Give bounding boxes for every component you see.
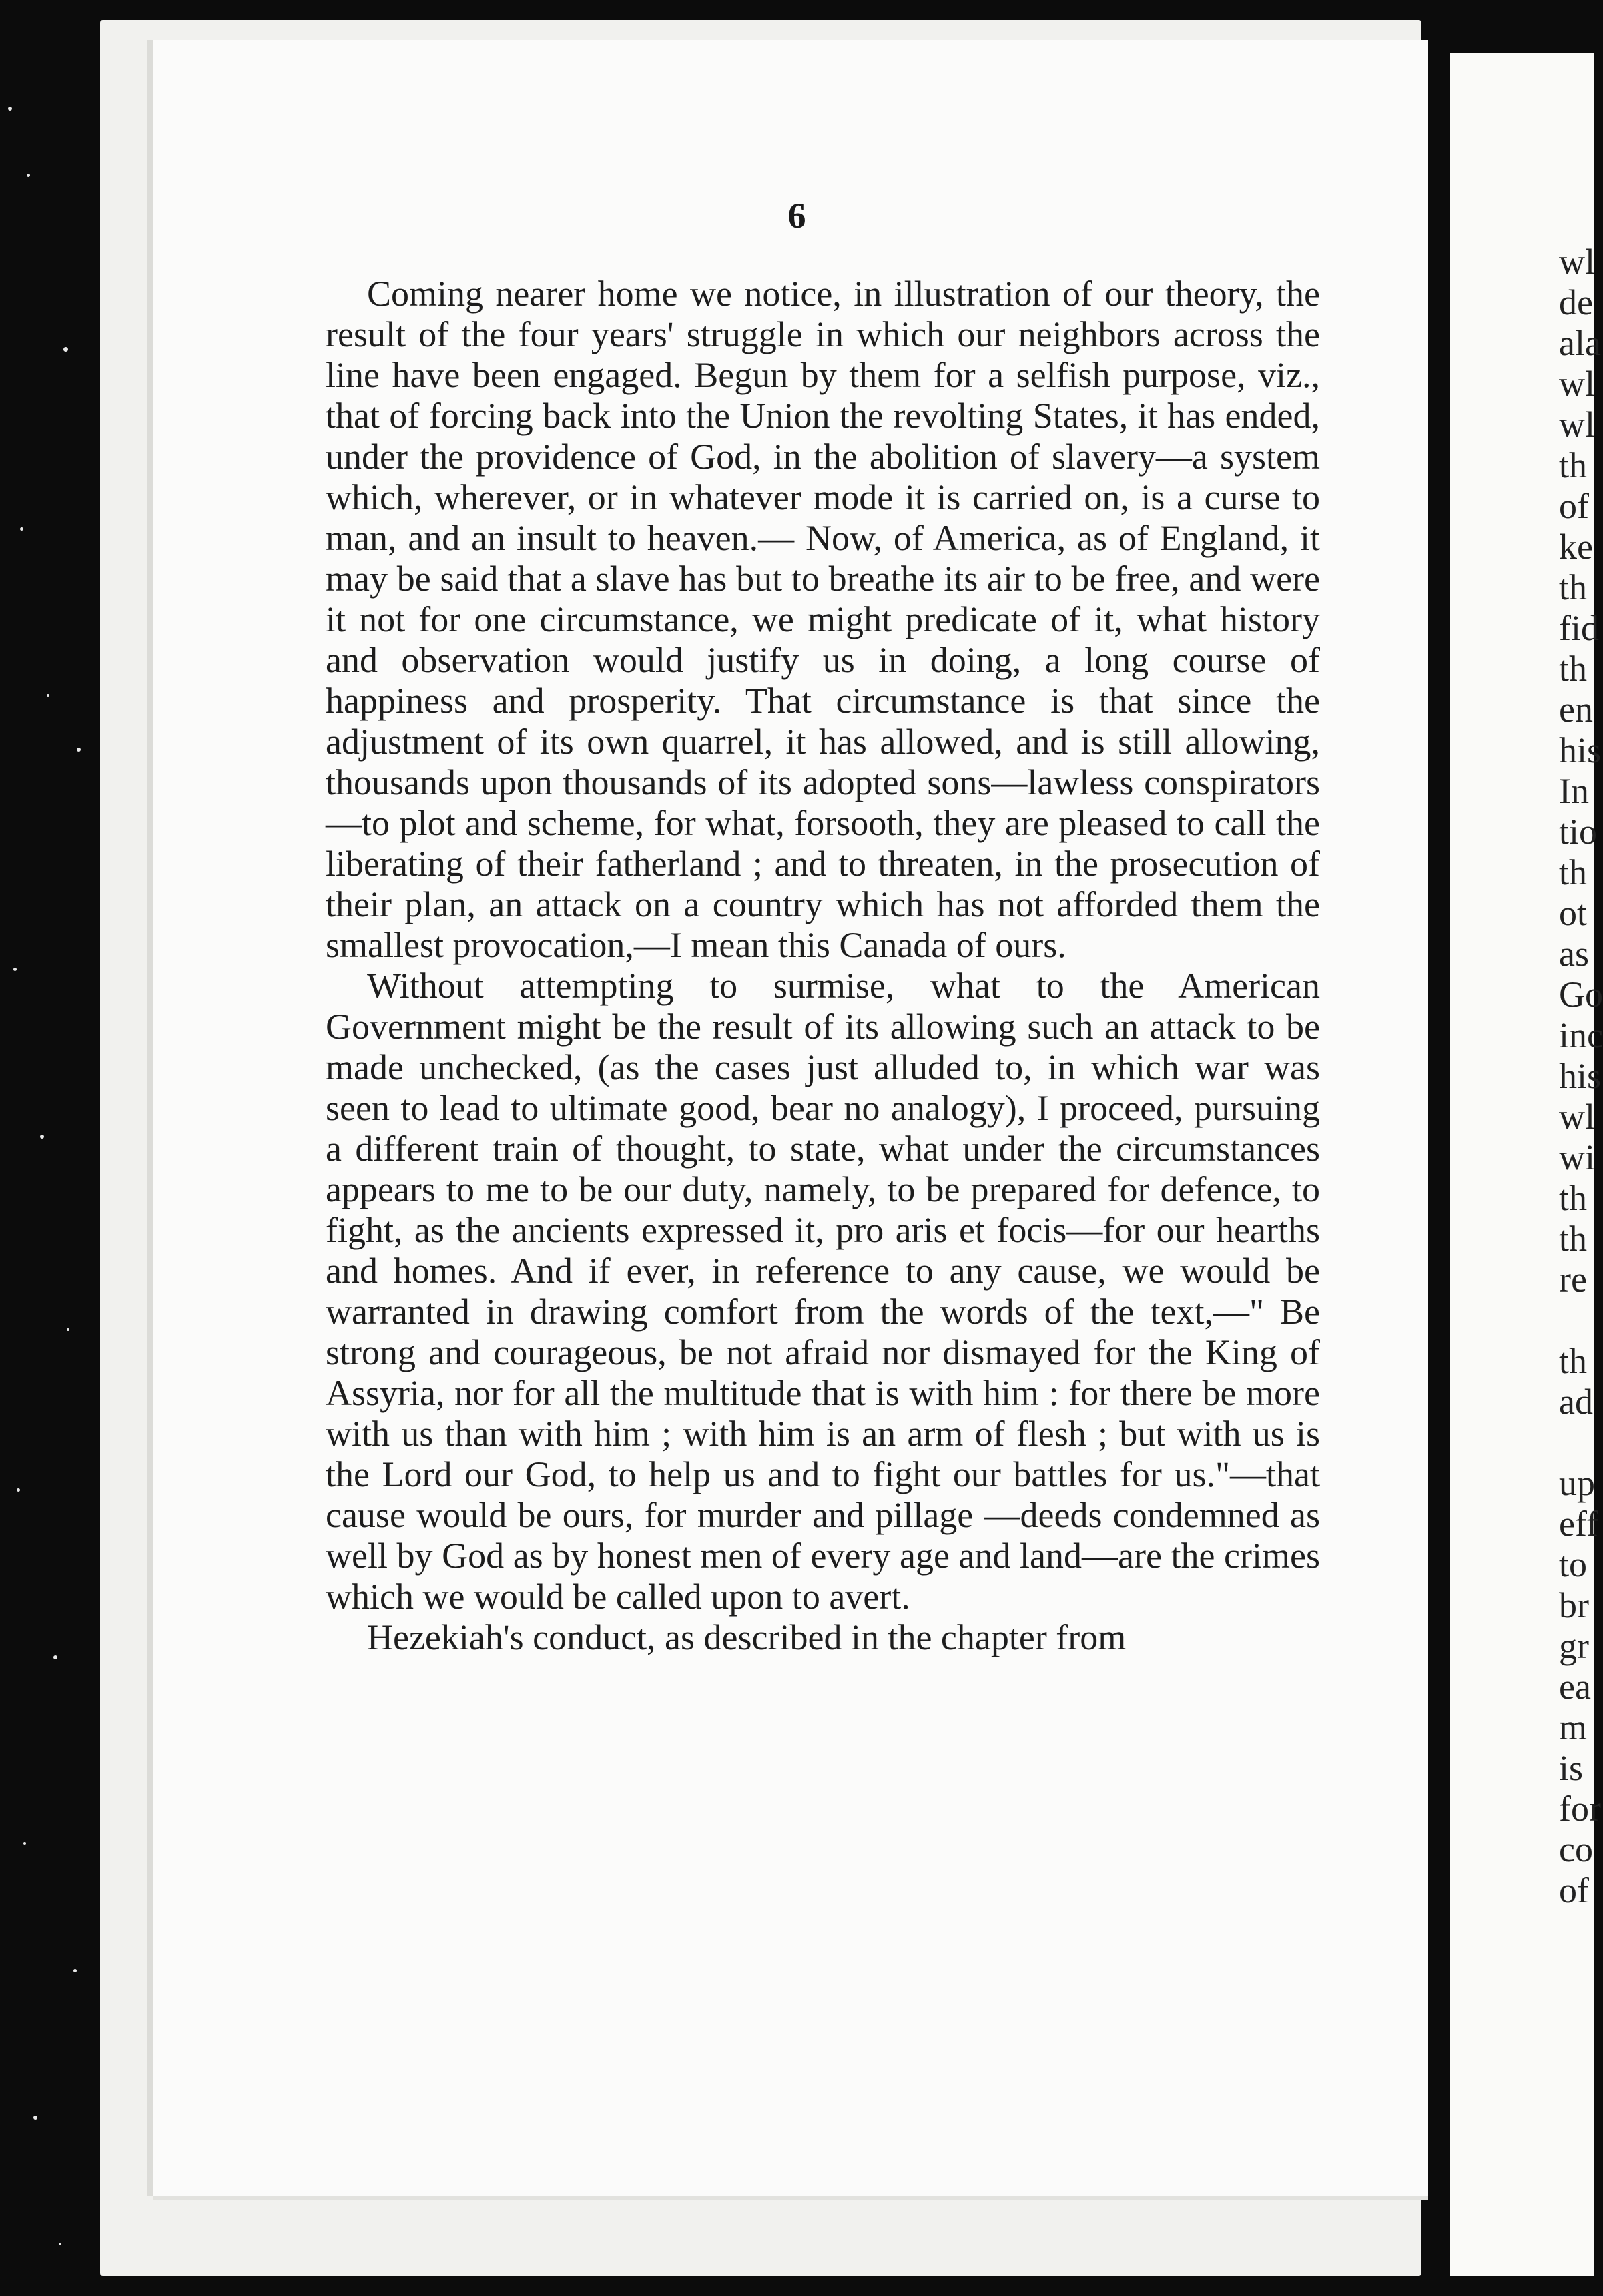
dust-speck: [53, 1655, 57, 1659]
adjacent-page-fragment: In: [1559, 771, 1589, 811]
adjacent-page-fragment: Go: [1559, 974, 1603, 1015]
dust-speck: [17, 1488, 20, 1492]
adjacent-page-fragment: wl: [1559, 1097, 1595, 1137]
dust-speck: [73, 1969, 77, 1972]
adjacent-page-fragment: ke: [1559, 527, 1593, 567]
page-body: [326, 274, 1320, 1658]
adjacent-page-fragment: of: [1559, 486, 1589, 526]
adjacent-page-fragment: to: [1559, 1544, 1588, 1585]
adjacent-page-fragment: co: [1559, 1829, 1593, 1870]
adjacent-page-fragment: tio: [1559, 812, 1598, 852]
adjacent-page-fragment: ot: [1559, 893, 1588, 933]
dust-speck: [59, 2243, 61, 2245]
adjacent-page-fragment: th: [1559, 445, 1588, 485]
adjacent-page-fragment: his: [1559, 1056, 1602, 1096]
dust-speck: [20, 527, 23, 531]
page-number: 6: [787, 196, 806, 236]
adjacent-page-fragment: for: [1559, 1789, 1601, 1829]
adjacent-page-fragment: en: [1559, 689, 1593, 730]
dust-speck: [63, 347, 68, 352]
adjacent-page-fragment: wi: [1559, 1137, 1595, 1177]
dust-speck: [27, 174, 30, 177]
adjacent-page-fragment: wl: [1559, 404, 1595, 445]
adjacent-page-fragment: re: [1559, 1259, 1587, 1300]
paragraph-2: Without attempting to surmise, what to the American Government might be the result of its allowing such an attack to be made unchecked, (as the cases just alluded to, in which war was seen to lead to ultimate good, bear no analogy), I proceed, pursuing a different train of thought, to state, what under the circumstances appears to me to be our duty, namely, to be prepared for defence, to fight, as the ancients expressed it, pro aris et focis—for our hearths and homes. And if ever, in reference to any cause, we would be warranted in drawing comfort from the words of the text,—" Be strong and courageous, be not afraid nor dismayed for the King of Assyria, nor for all the multitude that is with him : for there be more with us than with him ; with him is an arm of flesh ; but with us is the Lord our God, to help us and to fight our battles for us."—that cause would be ours, for murder and pillage —deeds condemned as well by God as by honest men of every age and land—are the crimes which we would be called upon to avert.: [326, 966, 1320, 1617]
adjacent-page-fragment: th: [1559, 1341, 1588, 1381]
dust-speck: [77, 748, 81, 752]
adjacent-page-fragment: his: [1559, 730, 1602, 770]
adjacent-page-fragment: de: [1559, 282, 1593, 322]
dust-speck: [13, 968, 17, 971]
adjacent-page-fragment: th: [1559, 649, 1588, 689]
paragraph-1: Coming nearer home we notice, in illustration of our theory, the result of the four years' struggle in which our neighbors across the line have been engaged. Begun by them for a selfish purpose, viz., that of forcing back into the Union the revolting States, it has ended, under the providence of God, in the abolition of slavery—a system which, wherever, or in whatever mode it is carried on, is a curse to man, and an insult to heaven.— Now, of America, as of England, it may be said that a slave has but to breathe its air to be free, and were it not for one circumstance, we might predicate of it, what history and observation would justify us in doing, a long course of happiness and prosperity. That circumstance is that since the adjustment of its own quarrel, it has allowed, and is still allowing, thousands upon thousands of its adopted sons—lawless conspirators—to plot and scheme, for what, forsooth, they are pleased to call the liberating of their fatherland ; and to threaten, in the prosecution of their plan, an attack on a country which has not afforded them the smallest provocation,—I mean this Canada of ours.: [326, 274, 1320, 965]
dust-speck: [33, 2116, 37, 2120]
dust-speck: [40, 1135, 44, 1139]
adjacent-page-fragment: gr: [1559, 1626, 1589, 1666]
adjacent-page-fragment: th: [1559, 1219, 1588, 1259]
adjacent-page-fragment: th: [1559, 1178, 1588, 1218]
adjacent-page-fragment: up: [1559, 1463, 1595, 1503]
adjacent-page-fragment: ea: [1559, 1667, 1591, 1707]
adjacent-page-fragment: is: [1559, 1748, 1584, 1788]
adjacent-page-fragment: fid: [1559, 608, 1599, 648]
adjacent-page-fragment: inc: [1559, 1015, 1603, 1055]
adjacent-page-fragment: of: [1559, 1870, 1589, 1910]
adjacent-page-fragment: br: [1559, 1585, 1589, 1625]
dust-speck: [8, 107, 12, 111]
adjacent-page-fragment: as: [1559, 934, 1589, 974]
dust-speck: [67, 1328, 69, 1331]
adjacent-page-fragment: th: [1559, 567, 1588, 607]
paragraph-3: Hezekiah's conduct, as described in the chapter from: [367, 1617, 1127, 1657]
adjacent-page-fragment: ala: [1559, 323, 1601, 363]
adjacent-page-fragment: ad: [1559, 1382, 1593, 1422]
dust-speck: [23, 1842, 26, 1845]
adjacent-page-fragment: eff: [1559, 1504, 1598, 1544]
adjacent-page-fragment: m: [1559, 1707, 1588, 1747]
dust-speck: [47, 694, 49, 697]
adjacent-page-fragment: wl: [1559, 242, 1595, 282]
adjacent-page-fragment: wl: [1559, 364, 1595, 404]
adjacent-page-fragment: th: [1559, 852, 1588, 892]
